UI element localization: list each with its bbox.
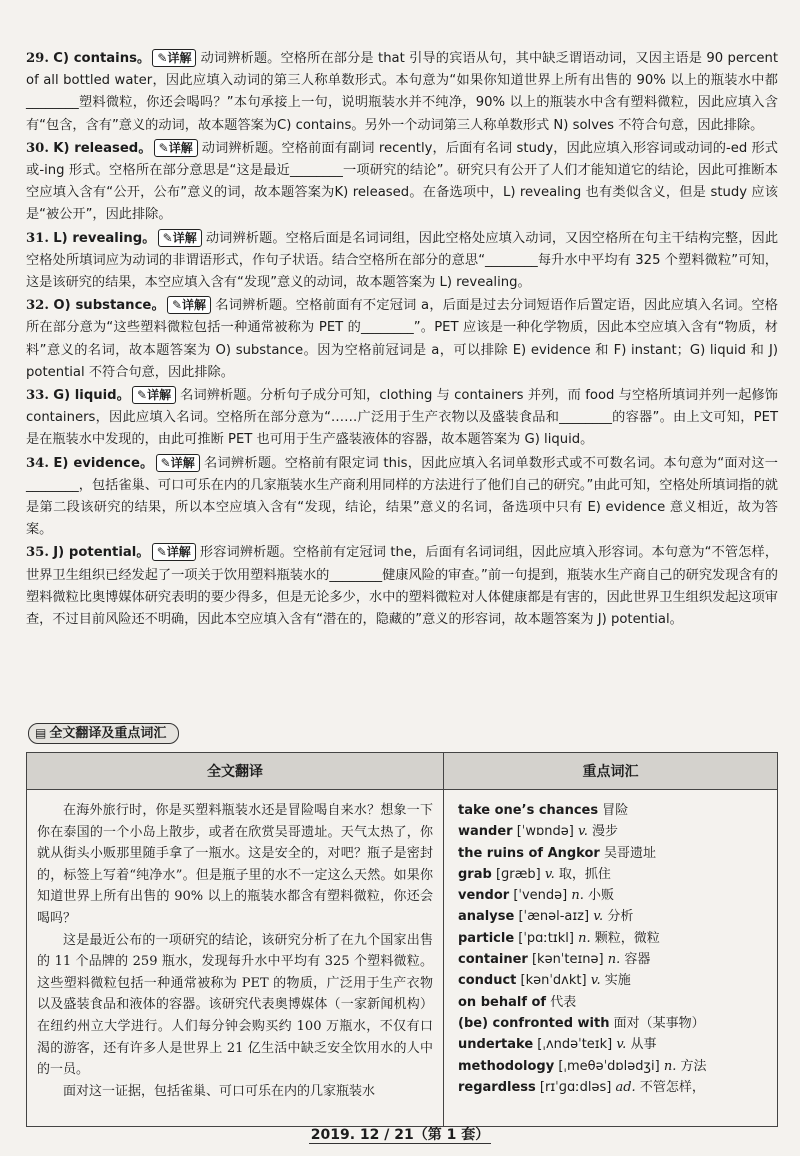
question-number: 29. (26, 51, 49, 66)
explanation-text: 形容词辨析题。空格前有定冠词 the，后面有名词词组，因此应填入形容词。本句意为“不管怎样，世界卫生组织已经发起了一项关于饮用塑料瓶装水的________健康风险的审查。”前一句提到，瓶装水生产商自己的研究发现含有的塑料微粒比奥博媒体研究表明的要少得多，但是无论多少，水中的塑料微粒对人体健康都是有害的，因此世界卫生组织发起这项审查，不过目前风险还不明确，因此本空应填入含有“潜在的，隐藏的”意义的形容词，故本题答案为 J) potential。 (26, 545, 779, 628)
answer-key: E) evidence。 (53, 455, 154, 471)
vocab-entry (458, 821, 765, 842)
question-number: 32. (26, 298, 49, 314)
vocab-phonetic: [rɪˈɡɑːdləs] (539, 1079, 612, 1095)
vocab-word: take one’s chances (458, 803, 599, 818)
pen-icon: ✎ (171, 298, 183, 313)
vocab-phonetic: [ˈænəl-aɪz] (518, 909, 590, 925)
explanation-text: 名词辨析题。空格前面有不定冠词 a，后面是过去分词短语作后置定语，因此应填入名词。空格所在部分意为“这些塑料微粒包括一种通常被称为 PET 的________”。PET 应该是一种化学物质，因此本空应填入含有“物质，材料”意义的名词，故本题答案为 O) substance。因为空格前冠词是 a，可以排除 E) evidence 和 F) instant；G) liquid 和 J) potential 不符合句意，因此排除。 (26, 298, 778, 380)
vocab-word: conduct (458, 973, 517, 989)
vocab-phonetic: [ˈwɒndə] (516, 824, 574, 840)
detail-tag (156, 454, 200, 472)
answer-key: K) released。 (53, 140, 152, 156)
answer-item (26, 295, 778, 384)
book-icon: ▤ (35, 726, 47, 740)
pen-icon: ✎ (156, 545, 167, 560)
vocab-word: wander (458, 824, 513, 840)
vocab-entry (458, 1013, 765, 1034)
answer-item (26, 453, 778, 542)
answer-key: O) substance。 (53, 298, 165, 314)
detail-tag-label: 详解 (166, 545, 191, 560)
detail-tag-label: 详解 (170, 455, 195, 470)
vocab-entry (458, 906, 765, 927)
answer-item (26, 228, 778, 295)
vocab-word: (be) confronted with (458, 1015, 610, 1031)
explanation-text: 动词辨析题。空格后面是名词词组，因此空格处应填入动词，又因空格所在句主干结构完整，因此空格处所填词应为动词的非谓语形式，作句子状语。结合空格所在部分的意思“________每升水中平均有 325 个塑料微粒”可知，这是该研究的结果，本空应填入含有“发现”意义的动词，故本题答案为 L) revealing。 (26, 230, 779, 291)
section-header (28, 722, 179, 742)
vocab-entry (458, 928, 765, 949)
detail-tag (132, 386, 176, 404)
vocab-phonetic: [ɡræb] (495, 866, 541, 882)
vocab-pos: n. (607, 952, 621, 968)
detail-tag (158, 229, 202, 247)
vocab-meaning: 冒险 (602, 803, 629, 818)
vocab-pos: v. (544, 866, 555, 882)
vocab-phonetic: [ˌʌndəˈteɪk] (537, 1037, 613, 1053)
pen-icon: ✎ (158, 140, 169, 155)
answer-item (26, 138, 778, 227)
translation-paragraph: 这是最近公布的一项研究的结论，该研究分析了在九个国家出售的 11 个品牌的 259 瓶水，发现每升水中平均有 325 个塑料微粒。这些塑料微粒包括一种通常被称为 PET 的物质，广泛用于生产衣物以及盛装食品和液体的容器。该研究代表奥博媒体（一家新闻机构）在纽约州立大学进行。人们每分钟会购买约 100 万瓶水，不仅有口渴的游客，还有许多人是世界上 21 亿生活中缺乏安全饮用水的人中的一员。 (37, 932, 433, 1078)
vocab-entry (458, 1056, 765, 1077)
vocab-entry (458, 1034, 765, 1055)
column-header-translation: 全文翻译 (27, 753, 444, 790)
translation-vocab-table (26, 752, 778, 1127)
answer-key: J) potential。 (53, 545, 150, 561)
answer-item (26, 542, 778, 631)
detail-tag (152, 49, 196, 67)
vocab-meaning: 漫步 (592, 824, 619, 840)
detail-tag-label: 详解 (167, 51, 192, 65)
vocab-pos: v. (593, 909, 604, 925)
vocab-entry (458, 970, 765, 991)
detail-tag-label: 详解 (168, 140, 193, 155)
vocab-phonetic: [kənˈteɪnə] (531, 952, 604, 968)
vocab-entry (458, 949, 765, 970)
vocab-meaning: 方法 (680, 1058, 707, 1074)
vocab-word: undertake (458, 1037, 534, 1053)
vocab-entry (458, 992, 765, 1013)
answer-item (26, 48, 778, 137)
detail-tag (167, 296, 211, 314)
question-number: 30. (26, 140, 49, 156)
detail-tag (152, 543, 196, 561)
pen-icon: ✎ (137, 388, 148, 403)
explanation-text: 动词辨析题。空格所在部分是 that 引导的宾语从句，其中缺乏谓语动词，又因主语是 90 percent of all bottled water，因此应填入动词的第三人称单数形式。本句意为“如果你知道世界上所有出售的 90% 以上的瓶装水中都________塑料微粒，你还会喝吗？”本句承接上一句，说明瓶装水并不纯净，90% 以上的瓶装水中含有塑料微粒，因此应填入含有“包含，含有”意义的动词，故本题答案为C) contains。另外一个动词第三人称单数形式 N) solves 不符合句意，因此排除。 (26, 51, 778, 133)
vocab-meaning: 容器 (624, 952, 651, 968)
vocab-pos: n. (571, 888, 584, 904)
page-footer (0, 1124, 800, 1144)
detail-tag (154, 139, 198, 157)
vocab-pos: v. (590, 973, 601, 989)
vocab-pos: ad. (615, 1079, 636, 1095)
vocab-phonetic: [ˈvendə] (513, 888, 568, 904)
vocab-pos: v. (577, 824, 588, 840)
vocab-entry (458, 843, 765, 864)
table-header-row (27, 753, 778, 790)
vocab-word: vendor (458, 888, 510, 904)
vocab-meaning: 面对（某事物） (613, 1015, 705, 1031)
section-title: 全文翻译及重点词汇 (49, 726, 167, 741)
vocab-cell (444, 790, 778, 1127)
vocab-phonetic: [ˈpɑːtɪkl] (518, 930, 574, 946)
answer-key: C) contains。 (53, 51, 151, 66)
question-number: 33. (26, 388, 49, 404)
vocab-word: grab (458, 866, 492, 882)
detail-tag-label: 详解 (182, 298, 207, 313)
vocab-entry (458, 885, 765, 906)
vocab-pos: v. (616, 1037, 627, 1053)
vocab-meaning: 从事 (630, 1037, 657, 1053)
answer-key: L) revealing。 (53, 230, 156, 246)
translation-paragraph: 在海外旅行时，你是买塑料瓶装水还是冒险喝自来水？想象一下你在泰国的一个小岛上散步，或者在欣赏吴哥遗址。天气太热了，你就从街头小贩那里随手拿了一瓶水。这是安全的，对吧？瓶子是密封的，标签上写着“纯净水”。但是瓶子里的水不一定这么天然。如果你知道世界上所有出售的 90% 以上的瓶装水都含有塑料微粒，你还会喝吗？ (37, 803, 433, 926)
vocab-meaning: 取，抓住 (558, 866, 611, 882)
vocab-meaning: 代表 (550, 994, 577, 1010)
translation-paragraph: 面对这一证据，包括雀巢、可口可乐在内的几家瓶装水 (63, 1083, 376, 1099)
column-header-vocab: 重点词汇 (444, 753, 778, 790)
detail-tag-label: 详解 (147, 388, 172, 403)
answer-explanations (26, 48, 778, 632)
vocab-entry (458, 864, 765, 885)
table-body-row (27, 790, 778, 1127)
explanation-text: 名词辨析题。分析句子成分可知，clothing 与 containers 并列，而 food 与空格所填词并列一起修饰 containers，因此应填入名词。空格所在部分意为“……广泛用于生产衣物以及盛装食品和________的容器”。由上文可知，PET 是在瓶装水中发现的，由此可推断 PET 也可用于生产盛装液体的容器，故本题答案为 G) liquid。 (26, 388, 778, 448)
vocab-meaning: 颗粒，微粒 (594, 930, 660, 946)
vocab-word: particle (458, 930, 515, 946)
vocab-meaning: 小贩 (588, 888, 615, 904)
vocab-word: regardless (458, 1079, 536, 1095)
translation-cell (27, 790, 444, 1127)
question-number: 31. (26, 230, 49, 246)
explanation-text: 名词辨析题。空格前有限定词 this，因此应填入名词单数形式或不可数名词。本句意为“面对这一________，包括雀巢、可口可乐在内的几家瓶装水生产商利用同样的方法进行了他们自己的研究。”由此可知，空格处所填词指的就是第二段该研究的结果，所以本空应填入含有“发现，结论，结果”意义的名词，备选项中只有 E) evidence 意义相近，故为答案。 (26, 455, 778, 538)
detail-tag-label: 详解 (172, 230, 197, 245)
vocab-word: on behalf of (458, 994, 547, 1010)
vocab-meaning: 实施 (604, 973, 631, 989)
vocab-word: analyse (458, 909, 515, 925)
vocab-meaning: 分析 (607, 909, 634, 925)
vocab-phonetic: [ˌmeθəˈdɒlədʒi] (558, 1058, 660, 1074)
vocab-entry (458, 800, 765, 821)
pen-icon: ✎ (162, 230, 173, 245)
vocab-word: container (458, 952, 528, 968)
vocab-meaning: 吴哥遗址 (603, 845, 656, 861)
answer-key: G) liquid。 (53, 388, 130, 404)
answer-item (26, 385, 778, 452)
pen-icon: ✎ (157, 51, 168, 65)
pen-icon: ✎ (160, 455, 171, 470)
footer-date: 2019. 12 / 21（第 1 套） (310, 1127, 490, 1143)
vocab-pos: n. (578, 930, 591, 946)
section-label (28, 723, 179, 744)
question-number: 35. (26, 545, 49, 561)
vocab-pos: n. (663, 1058, 677, 1074)
question-number: 34. (26, 455, 49, 471)
vocab-word: methodology (458, 1058, 555, 1074)
vocab-word: the ruins of Angkor (458, 845, 600, 861)
explanation-text: 动词辨析题。空格前面有副词 recently，后面有名词 study，因此应填入形容词或动词的-ed 形式或-ing 形式。空格所在部分意思是“这是最近________一项研究的结论”。研究只有公开了人们才能知道它的结论，因此可推断本空应填入含有“公开，公布”意义的词，故本题答案为K) released。在备选项中，L) revealing 也有类似含义，但是 study 应该是“被公开”，因此排除。 (26, 140, 778, 223)
vocab-meaning: 不管怎样， (639, 1079, 705, 1095)
vocab-entry (458, 1077, 765, 1098)
vocab-phonetic: [kənˈdʌkt] (520, 973, 587, 989)
